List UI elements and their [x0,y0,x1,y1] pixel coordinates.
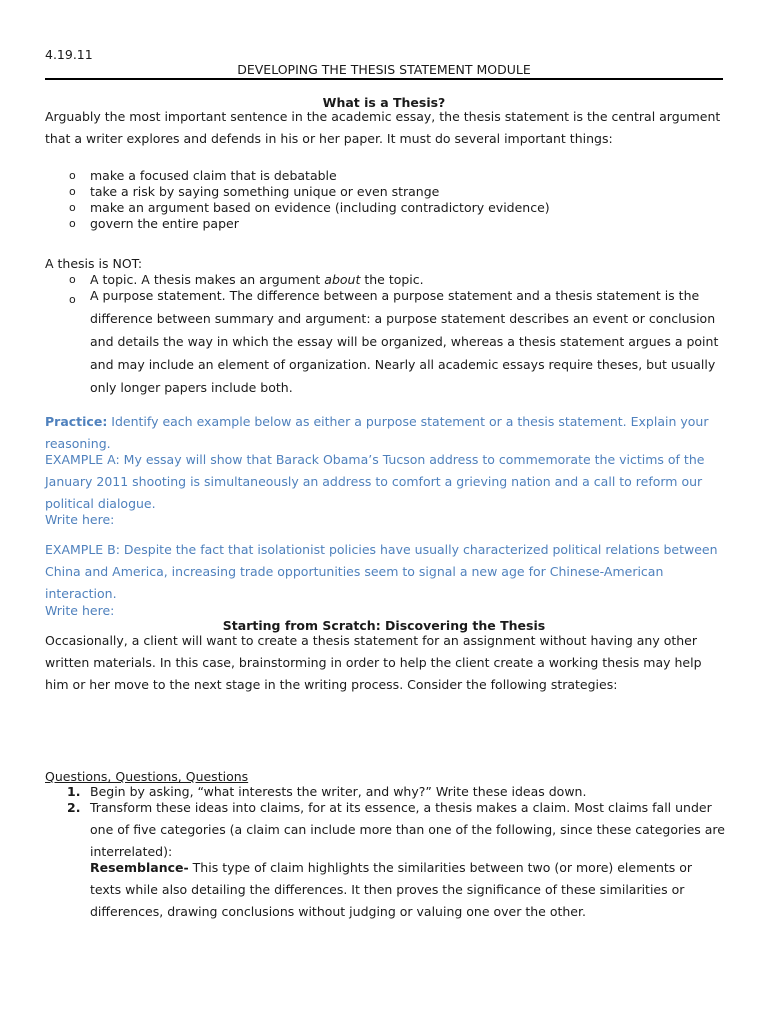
list-item: 1. Begin by asking, “what interests the writer, and why?” Write these ideas down. [67,784,587,799]
practice-instructions: Practice: Identify each example below as either a purpose statement or a thesis statement. Explain your reasoning. [45,414,709,451]
not-label: A thesis is NOT: [45,256,143,271]
questions-heading: Questions, Questions, Questions [45,769,249,784]
bullet-marker: o [69,201,76,214]
questions-list [45,784,725,923]
list-item: o A topic. A thesis makes an argument about the topic. [69,272,424,287]
scratch-heading: Starting from Scratch: Discovering the Thesis [222,618,546,633]
list-item: o A purpose statement. The difference between a purpose statement and a thesis statement is the difference between summary and argument: a purpose statement describes an event or conclusion and details the way in which the essay will be organized, whereas a thesis statement argues a point and may include an element of organization. Nearly all academic essays require theses, but usually only longer papers include both. [69,288,719,395]
title-rule [45,78,723,80]
resemblance-entry: Resemblance- This type of claim highlights the similarities between two (or more) elements or texts while also detailing the differences. It then proves the significance of these similarities or differences, drawing conclusions without judging or valuing one over the other. [90,860,693,919]
bullet-marker: o [69,185,76,198]
emphasis-about: about [324,272,361,287]
what-is-intro: Arguably the most important sentence in the academic essay, the thesis statement is the central argument that a writer explores and defends in his or her paper. It must do several important things: [45,109,721,146]
write-here-b[interactable]: Write here: [45,603,115,618]
list-item: o govern the entire paper [69,216,239,231]
list-item: o take a risk by saying something unique or even strange [69,184,440,199]
what-is-heading: What is a Thesis? [322,95,446,110]
bullet-marker: o [69,293,76,306]
list-item: o make a focused claim that is debatable [69,168,337,183]
write-here-a[interactable]: Write here: [45,512,115,527]
list-item: o make an argument based on evidence (including contradictory evidence) [69,200,550,215]
example-a: EXAMPLE A: My essay will show that Barack Obama’s Tucson address to commemorate the victims of the January 2011 shooting is simultaneously an address to comfort a grieving nation and a call to reform our political dialogue. [45,452,705,511]
not-list [45,272,725,399]
claim-text: Transform these ideas into claims, for at its essence, a thesis makes a claim. Most claims fall under one of five categories (a claim can include more than one of the following, since these categories are interrelated): [90,800,725,859]
bullet-marker: o [69,217,76,230]
example-b: EXAMPLE B: Despite the fact that isolationist policies have usually characterized political relations between China and America, increasing trade opportunities seem to signal a new age for Chinese-American interaction. [45,542,718,601]
document-date: 4.19.11 [45,47,93,62]
scratch-text: Occasionally, a client will want to create a thesis statement for an assignment without having any other written materials. In this case, brainstorming in order to help the client create a working thesis may help him or her move to the next stage in the writing process. Consider the following strategies: [45,633,702,692]
bullet-marker: o [69,169,76,182]
document-title: DEVELOPING THE THESIS STATEMENT MODULE [237,62,531,77]
list-item: 2. Transform these ideas into claims, for at its essence, a thesis makes a claim. Most claims fall under one of five categories (a claim can include more than one of the following, since these categories are interrelated): Resemblance- This type of claim highlights the similarities between two (or more) elements or texts while also detailing the differences. It then proves the significance of these similarities or differences, drawing conclusions without judging or valuing one over the other. [45,797,725,923]
requirements-list [45,168,725,232]
practice-label: Practice: [45,414,108,429]
resemblance-label: Resemblance- [90,860,189,875]
bullet-marker: o [69,273,76,286]
